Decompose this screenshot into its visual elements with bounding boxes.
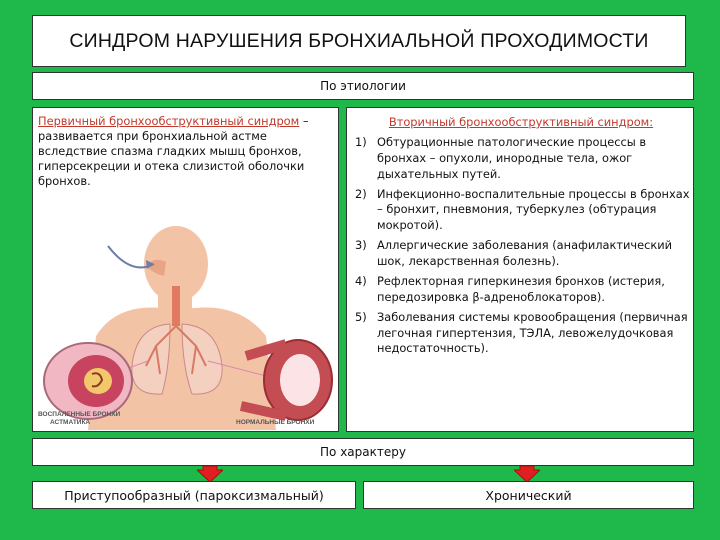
list-item: 1) Обтурационные патологические процессы в бронхах – опухоли, инородные тела, ожог дыхательных путей. (355, 135, 647, 181)
paroxysmal-box (32, 481, 356, 509)
bronchi-illustration (36, 216, 336, 430)
trachea (172, 286, 180, 326)
primary-syndrome-panel (32, 107, 339, 432)
etiology-header (32, 72, 694, 100)
list-item: 4) Рефлекторная гиперкинезия бронхов (истерия, передозировка β-адреноблокаторов). (355, 273, 665, 304)
list-item: 5) Заболевания системы кровообращения (первичная легочная гипертензия, ТЭЛА, левожелудочковая недостаточность). (355, 309, 688, 356)
secondary-heading: Вторичный бронхообструктивный синдром: (388, 115, 654, 129)
character-header (32, 438, 694, 466)
paroxysmal-label: Приступообразный (пароксизмальный) (64, 487, 324, 503)
character-label: По характеру (320, 445, 406, 459)
arrow-down-icon (197, 466, 223, 482)
etiology-label: По этиологии (320, 79, 406, 93)
chronic-box (363, 481, 694, 509)
primary-heading: Первичный бронхообструктивный синдром (38, 114, 300, 128)
label-normal: НОРМАЛЬНЫЕ БРОНХИ (236, 419, 315, 426)
primary-text: – развивается при бронхиальной астме вследствие спазма гладких мышц бронхов, гиперсекреции и отека слизистой оболочки бронхов. (38, 114, 309, 188)
list-item: 3) Аллергические заболевания (анафилактический шок, лекарственная болезнь). (355, 238, 673, 268)
title-box (32, 15, 686, 67)
label-inflamed-line1: ВОСПАЛЕННЫЕ БРОНХИ (38, 411, 121, 418)
page-title: СИНДРОМ НАРУШЕНИЯ БРОНХИАЛЬНОЙ ПРОХОДИМОСТИ (69, 29, 649, 52)
secondary-syndrome-panel (346, 107, 694, 432)
secondary-causes-list (355, 135, 691, 361)
primary-description (38, 114, 334, 189)
label-inflamed-line2: АСТМАТИКА (50, 419, 91, 426)
arrow-down-icon (514, 466, 540, 482)
inflamed-bronchus (44, 343, 132, 419)
list-item: 2) Инфекционно-воспалительные процессы в бронхах – бронхит, пневмония, туберкулез (обтурация мокротой). (355, 186, 690, 233)
chronic-label: Хронический (485, 487, 572, 503)
